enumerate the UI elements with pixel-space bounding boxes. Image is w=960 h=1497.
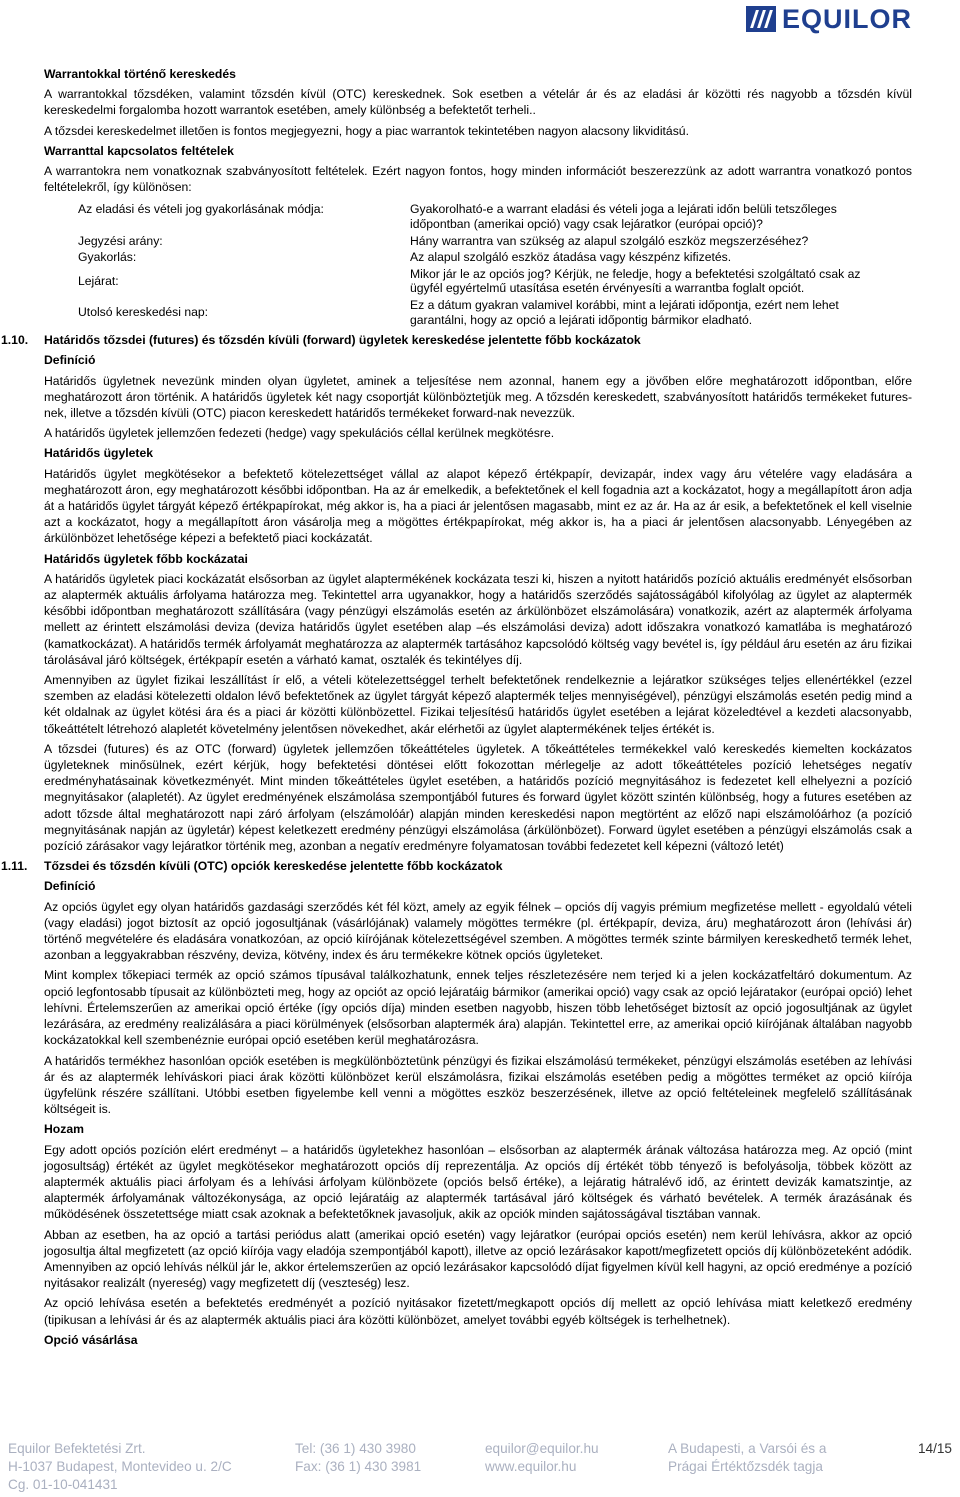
section-title: Tőzsdei és tőzsdén kívüli (OTC) opciók kereskedése jelentette főbb kockázatok [44,859,503,874]
paragraph: Amennyiben az ügylet fizikai leszállítást ír elő, a vételi kötelezettséggel terhelt befektetőnek rendelkeznie a lejáratkor szükséges teljes ellenértékkel (ezzel szemben az eladási kötelezetti oldalon lévő befektetőnek az ügylet tárgyát képező alaptermék teljes mennyiségével), pénzügyi elszámolás esetén pedig mind a két oldalnak az ügylet kötési ára és a piaci ár közötti különbözettel. Fizikai teljesítésű határidős ügylet esetében a lejárat közeledtével a kezdeti alacsonyabb, tőkeáttételt létrehozó alapletét követelmény jelentősen növekedhet, akár elérhetői az ügylet alaptermékének teljes értékét is. [44,673,912,736]
footer-email[interactable]: equilor@equilor.hu [485,1441,599,1456]
section-number: 1.10. [1,333,29,348]
table-cell-description: Gyakorolható-e a warrant eladási és vételi joga a lejárati időn belüli tetszőleges időpontban (amerikai opció) vagy csak lejáratkor (európai opció)? [410,202,837,232]
table-cell-description: Ez a dátum gyakran valamivel korábbi, mint a lejárati időpontja, ezért nem lehet garantálni, hogy az opció a lejárati időpontig bármikor eladható. [410,297,839,327]
paragraph: Mint komplex tőkepiaci termék az opció számos típusával találkozhatunk, ennek teljes részletezésére nem terjed ki a jelen kockázatfeltáró dokumentum. Az opció legfontosabb típusait az különbözteti meg, hogy az opciót az opció lejáratáig bármikor (amerikai opció) vagy csak az opció lejáratakor (európai opció) lehet lehívni. Értelemszerűen az amerikai opció értéke (így opciós díja) minden esetben nagyobb, hiszen több lehetőséget biztosít az opció jogosultjának az ügylet lezárására, az eredmény realizálására a piaci körülmények (elsősorban alaptermék ára) alapján. Tekintettel erre, az amerikai opció kiírójának általában nagyobb kockázatokkal kell szembenéznie európai opció esetében kerül meghatározásra. [44,968,912,1048]
paragraph: A határidős ügyletek piaci kockázatát elsősorban az ügylet alaptermékének kockázata teszi ki, hiszen a nyitott határidős pozíció aktuális eredményét elsősorban az alaptermék aktuális árfolyama határozza meg. Tekintettel arra ugyanakkor, hogy a határidős szerződés sajátosságából kifolyólag az ügylet az alaptermék későbbi időpontban meghatározott szállítására (vagy pénzügyi elszámolás esetén az árkülönbözet elszámolására) vonatkozik, azért az alaptermék árfolyama mellett az érintett elszámolási deviza (deviza határidős ügylet esetében alap –és elszámolási deviza) adott időszakra vonatkozó kamatlába is meghatározó (kamatkockázat). A határidős termék árfolyamát meghatározza az alaptermék tartásához kapcsolódó költség vagy bevétel is, így például áru esetén az áru fizikai tárolásával járó költségek, értékpapír esetén a várható kamat, osztalék és tekintélyes díj. [44,571,912,667]
subheading-futures-risks: Határidős ügyletek főbb kockázatai [44,551,248,566]
footer-fax: Fax: (36 1) 430 3981 [295,1459,422,1474]
footer-phone-block [295,1440,421,1476]
table-row [74,249,894,266]
subheading-warrant-terms: Warranttal kapcsolatos feltételek [44,143,234,158]
paragraph: A tőzsdei kereskedelmet illetően is fontos megjegyezni, hogy a piac warrantok tekintetében nagyon alacsony likviditású. [44,123,689,138]
footer-exchange-line2: Prágai Értéktőzsdék tagja [668,1459,823,1474]
footer-address: H-1037 Budapest, Montevideo u. 2/C [8,1459,232,1474]
company-logo [746,4,912,34]
footer-exchange-block [668,1440,826,1476]
section-number: 1.11. [1,859,28,874]
section-heading-1-10 [1,332,912,348]
paragraph: Abban az esetben, ha az opció a tartási periódus alatt (amerikai opció esetén) vagy lejáratkor (európai opciós esetén) nem kerül lehívásra, akkor az opció jogosultja által megfizetett (az opció kiírója vagy eladója szempontjából kapott), illetve az opció lezárásakor kapott/megfizetett opciós díj különbözeteként adódik. Amennyiben az opció lehívás nélkül jár le, akkor értelemszerűen az opció lezárásakor kapcsolódó díjat figyelmen kívül kell hagyni, az opció eredménye a pozíció nyitásakor realizált (nyereség) vagy megfizetett díj (veszteség) lesz. [44,1227,912,1291]
section-heading-warrants: Warrantokkal történő kereskedés [44,67,236,81]
table-cell-term: Az eladási és vételi jog gyakorlásának módja: [78,202,324,217]
section-heading-1-11 [1,858,912,874]
footer-company-block [8,1440,232,1494]
footer-registration: Cg. 01-10-041431 [8,1477,118,1492]
footer-tel: Tel: (36 1) 430 3980 [295,1441,416,1456]
document-body [1,66,912,1352]
subheading-option-purchase: Opció vásárlása [44,1332,138,1347]
page-footer [8,1440,952,1496]
paragraph: Az opciós ügylet egy olyan határidős gazdasági szerződés két fél közt, amely az egyik félnek – opciós díj vagyis prémium megfizetése mellett - egyoldalú vételi (vagy eladási) jogot biztosít az opció jogosultjának (vásárlójának) valamely mögöttes termékre (pl. értékpapír, deviza, áru) meghatározott áron (lehívási ár) történő megvételére és eladására vonatkozóan, az opció kiírójának kötelezettségével szemben. A mögöttes termék szinte bármilyen kereskedhető termék lehet, azonban a leggyakrabban részvény, deviza, kötvény, index és áru termékekre kötnek opciós ügyleteket. [44,899,912,963]
paragraph: A warrantokra nem vonatkoznak szabványosított feltételek. Ezért nagyon fontos, hogy minden információt beszerezzünk az adott warrantra vonatkozó pontos feltételekről, így különösen: [44,164,912,195]
paragraph: A tőzsdei (futures) és az OTC (forward) ügyletek jellemzően tőkeáttételes ügyletek. A tőkeáttételes termékekkel való kereskedés kiemelten kockázatos ügyleteknek minősülnek, ezért kérjük, hogy befektetési döntései előtt fokozottan mérlegelje az adott tőkeáttételes pozíció lehetséges negatív eredményhatásainak következményét. Mint minden tőkeáttételes ügylet esetében, a határidős pozíció megnyitásához is fedezetet kell elhelyezni a pozíció megnyitásakor (alapletét). Az ügylet eredményének elszámolása szempontjából futures és forward ügylet között szintén különbség, hogy a futures esetében az adott tőzsde által meghatározott napi záró árfolyam (elszámolóár) alapján minden kereskedési napon megtörtént az előző napi elszámolóárhoz (a pozíció megnyitásának napján az ügyletár) képest keletkezett eredmény pénzügyi elszámolása (árkülönbözet). Forward ügylet esetében a pénzügyi elszámolás csak a pozíció zárásakor vagy lejáratkor történik meg, azonban a negatív eredményre folyamatosan további fedezetet kell képezni (változó letét) [44,741,912,854]
table-cell-description: Mikor jár le az opciós jog? Kérjük, ne feledje, hogy a befektetési szolgáltató csak az ügyfél egyértelmű utasítása esetén érvényesíti a warrantba foglalt opciót. [410,266,861,296]
footer-website[interactable]: www.equilor.hu [485,1459,577,1474]
footer-company-name: Equilor Befektetési Zrt. [8,1441,146,1456]
section-title: Határidős tőzsdei (futures) és tőzsdén kívüli (forward) ügyletek kereskedése jelentette főbb kockázatok [44,333,641,348]
table-row [74,297,894,328]
table-cell-term: Gyakorlás: [78,250,137,265]
paragraph: A warrantokkal tőzsdéken, valamint tőzsdén kívül (OTC) kereskednek. Sok esetben a vételár ár és az eladási ár közötti rés nagyobb a tőzsdén kívül kereskedelmi forgalomba hozott warrantok esetében, amely különbség a befektetőt terheli.. [44,87,912,118]
table-cell-term: Jegyzési arány: [78,233,163,248]
table-cell-description: Az alapul szolgáló eszköz átadása vagy készpénz kifizetés. [410,250,732,265]
paragraph: Az opció lehívása esetén a befektetés eredményét a pozíció nyitásakor fizetett/megkapott opciós díj mellett az opció lehívása miatt keletkező eredmény (tipikusan a lehívási ár és az alaptermék aktuális piaci ára közötti különbözet, amelyet további egyéb költségek is terhelhetnek). [44,1296,912,1327]
equilor-logo-icon [746,6,776,32]
table-row [74,233,894,250]
subheading-yield: Hozam [44,1122,84,1137]
paragraph: Egy adott opciós pozíción elért eredményt – a határidős ügyletekhez hasonlóan – elsősorban az alaptermék árának változása határozza meg. Az opció (mint jogosultság) értékét az ügylet megkötésekor meghatározott opciós díj reprezentálja. Az opciós díj értékét több tényező is befolyásolja, többek között az alaptermék aktuális piaci árfolyam és a lehívási árfolyam különbözete (opciós belső értéke), a lejáratig hátralévő idő, az érintett devizák kamatszintje, az alaptermék árfolyamának változékonysága, az opció lejáratáig az alaptermék tartásával járó költségek és várható bevételek. A termék árazásának és működésének összetettsége miatt csak azoknak a befektetőknek javasoljuk, akik az opciók minden sajátosságával tisztában vannak. [44,1142,912,1222]
table-cell-term: Utolsó kereskedési nap: [78,304,209,319]
table-cell-description: Hány warrantra van szükség az alapul szolgáló eszköz megszerzéséhez? [410,233,809,248]
paragraph: Határidős ügyletnek nevezünk minden olyan ügyletet, aminek a teljesítése nem azonnal, hanem egy a jövőben előre meghatározott időpontban, előre meghatározott áron történik. A határidős ügyletek két nagy csoportját különböztetjük meg. A tőzsdén kereskedett, szabványosított határidős termékeket futures-nek, illetve a tőzsdén kívüli (OTC) piacon kereskedett határidős termékeket forward-nak nevezzük. [44,373,912,420]
footer-exchange-line1: A Budapesti, a Varsói és a [668,1441,827,1456]
paragraph: A határidős termékhez hasonlóan opciók esetében is megkülönböztetünk pénzügyi és fizikai elszámolású termékeket, pénzügyi elszámolás esetében az lehívási ár és az alaptermék lehíváskori piaci árak közötti különbözet kerül elszámolásra, fizikai elszámolás esetében pedig a mögöttes terméket az opció kiírója ügyfelünk részére szállítani. Utóbbi esetben figyelembe kell venni a mögöttes eszköz beszerzésének, illetve az opció feltételeinek megfelelő szállításának költségeit is. [44,1053,912,1117]
page-number: 14/15 [917,1441,952,1456]
warrant-terms-table [74,201,894,328]
table-row [74,266,894,297]
table-row [74,201,894,232]
subheading-futures: Határidős ügyletek [44,446,154,461]
footer-contact-block [485,1440,599,1476]
table-cell-term: Lejárat: [78,273,119,288]
paragraph: A határidős ügyletek jellemzően fedezeti (hedge) vagy spekulációs céllal kerülnek megkötésre. [44,426,555,441]
subheading-definition: Definíció [44,353,96,368]
logo-text: EQUILOR [781,3,912,34]
paragraph: Határidős ügylet megkötésekor a befektető kötelezettséget vállal az alapot képező értékpapír, devizapár, index vagy áru vételére vagy eladására a meghatározott áron, egy meghatározott későbbi időpontban. Ha az ár emelkedik, a befektetőnek el kell fogadnia azt a kockázatot, hogy a megállapított áron adja át a határidős ügylet tárgyát képező értékpapírokat, még akkor is, ha a piaci ár jelentősen magasabb, mint ez az ár. Ha az ár esik, a befektetőnek el kell viselnie azt a kockázatot, hogy a megállapított áron vásárolja meg a mögöttes értékpapírokat, még akkor is, ha a piaci ár jelentősen alacsonyabb. Lényegében az árkülönbözet lehetősége képezi a befektető piaci kockázatát. [44,466,912,546]
subheading-definition: Definíció [44,879,96,894]
